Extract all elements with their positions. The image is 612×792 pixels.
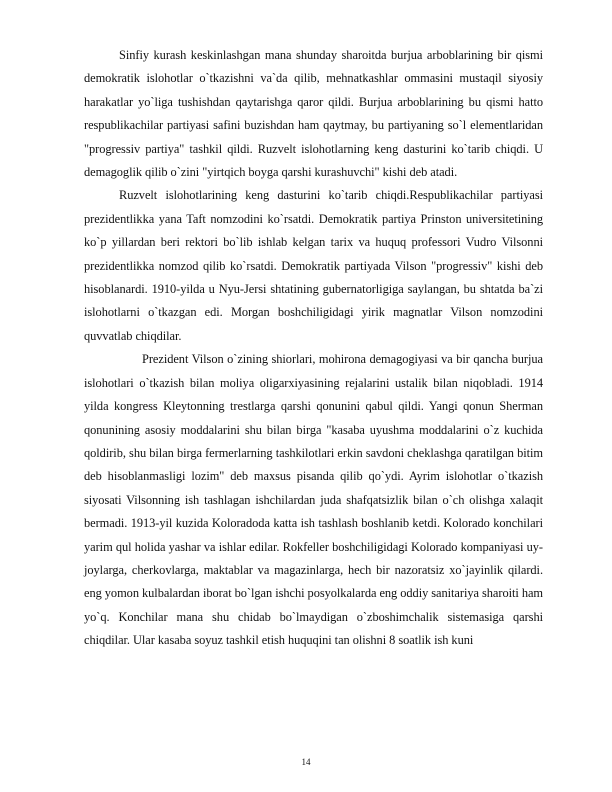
paragraph-3: Prezident Vilson o`zining shiorlari, mohirona demagogiyasi va bir qancha burjua islohotlari o`tkazish bilan moliya oligarxiyasining rejalarini ustalik bilan niqobladi. 1914 yilda kongress Kleytonning trestlarga qarshi qonunini qabul qildi. Yangi qonun Sherman qonunining asosiy moddalarini shu bilan birga "kasaba uyushma moddalarini o`z kuchida qoldirib, shu bilan birga fermerlarning tashkilotlari erkin savdoni cheklashga qaratilgan bitim deb hisoblanmasligi lozim" deb maxsus pisanda qilib qo`ydi. Ayrim islohotlar o`tkazish siyosati Vilsonning ish tashlagan ishchilardan juda shafqatsizlik bilan o`ch olishga xalaqit bermadi. 1913-yil kuzida Koloradoda katta ish tashlash boshlanib ketdi. Kolorado konchilari yarim qul holida yashar va ishlar edilar. Rokfeller boshchiligidagi Kolorado kompaniyasi uy-joylarga, cherkovlarga, maktablar va magazinlarga, hech bir nazoratsiz xo`jayinlik qilardi. eng yomon kulbalardan iborat bo`lgan ishchi posyolkalarda eng oddiy sanitariya sharoiti ham yo`q. Konchilar mana shu chidab bo`lmaydigan o`zboshimchalik sistemasiga qarshi chiqdilar. Ular kasaba soyuz tashkil etish huquqini tan olishni 8 soatlik ish kuni — [84, 352, 543, 648]
paragraph-1: Sinfiy kurash keskinlashgan mana shunday sharoitda burjua arboblarining bir qismi demokratik islohotlar o`tkazishni va`da qilib, mehnatkashlar ommasini mustaqil siyosiy harakatlar yo`liga tushishdan qaytarishga qaror qildi. Burjua arboblarining bu qismi hatto respublikachilar partiyasi safini buzishdan ham qaytmay, bu partiyaning so`l elementlaridan "progressiv partiya" tashkil qildi. Ruzvelt islohotlarning keng dasturini ko`tarib chiqdi. U demagoglik qilib o`zini "yirtqich boyga qarshi kurashuvchi" kishi deb atadi. — [84, 48, 543, 180]
paragraph-2: Ruzvelt islohotlarining keng dasturini ko`tarib chiqdi.Respublikachilar partiyasi prezidentlikka yana Taft nomzodini ko`rsatdi. Demokratik partiya Prinston universitetining ko`p yillardan beri rektori bo`lib ishlab kelgan tarix va huquq professori Vudro Vilsonni prezidentlikka nomzod qilib ko`rsatdi. Demokratik partiyada Vilson "progressiv" kishi deb hisoblanardi. 1910-yilda u Nyu-Jersi shtatining gubernatorligiga saylangan, bu shtatda ba`zi islohotlarni o`tkazgan edi. Morgan boshchiligidagi yirik magnatlar Vilson nomzodini quvvatlab chiqdilar. — [84, 188, 543, 343]
document-body — [84, 44, 543, 653]
page-number: 14 — [301, 757, 311, 767]
